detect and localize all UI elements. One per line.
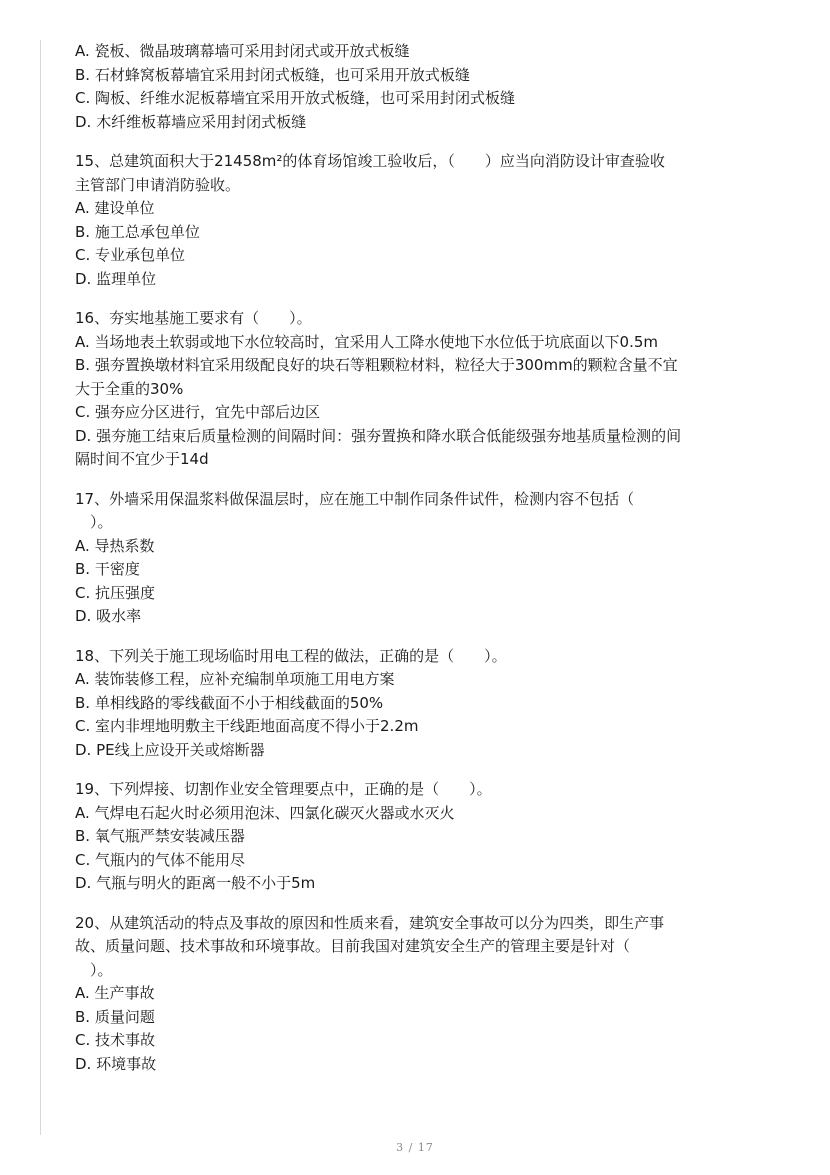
question-15 xyxy=(75,150,765,291)
question-stem: 15、总建筑面积大于21458m²的体育场馆竣工验收后，（ ）应当向消防设计审查验收 xyxy=(75,152,665,170)
option-d: D. PE线上应设开关或熔断器 xyxy=(75,740,265,759)
question-17 xyxy=(75,488,765,629)
option-b: B. 石材蜂窝板幕墙宜采用封闭式板缝，也可采用开放式板缝 xyxy=(75,65,470,84)
option-a: A. 瓷板、微晶玻璃幕墙可采用封闭式或开放式板缝 xyxy=(75,42,410,60)
option-a: A. 导热系数 xyxy=(75,536,155,555)
page-margin-rule xyxy=(40,40,41,1135)
option-d: D. 环境事故 xyxy=(75,1054,157,1073)
question-stem: 18、下列关于施工现场临时用电工程的做法，正确的是（ ）。 xyxy=(75,646,507,665)
option-c: C. 气瓶内的气体不能用尽 xyxy=(75,850,246,869)
option-d-continued: 隔时间不宜少于14d xyxy=(75,450,209,468)
page-number: 3 / 17 xyxy=(396,1141,434,1154)
option-b: B. 干密度 xyxy=(75,560,140,578)
option-d: D. 木纤维板幕墙应采用封闭式板缝 xyxy=(75,112,307,131)
option-d: D. 吸水率 xyxy=(75,607,142,625)
question-19 xyxy=(75,778,765,896)
question-stem: ）。 xyxy=(75,960,113,979)
option-c: C. 室内非埋地明敷主干线距地面高度不得小于2.2m xyxy=(75,717,419,735)
question-stem: 19、下列焊接、切割作业安全管理要点中，正确的是（ ）。 xyxy=(75,780,492,798)
option-c: C. 强夯应分区进行，宜先中部后边区 xyxy=(75,403,321,421)
option-c: C. 专业承包单位 xyxy=(75,246,186,264)
option-a: A. 当场地表土软弱或地下水位较高时，宜采用人工降水使地下水位低于坑底面以下0.5m xyxy=(75,332,659,351)
option-b: B. 单相线路的零线截面不小于相线截面的50% xyxy=(75,693,384,712)
question-stem: 20、从建筑活动的特点及事故的原因和性质来看，建筑安全事故可以分为四类，即生产事 xyxy=(75,913,665,932)
question-stem: ）。 xyxy=(75,513,113,531)
option-a: A. 建设单位 xyxy=(75,199,155,217)
option-d: D. 强夯施工结束后质量检测的间隔时间：强夯置换和降水联合低能级强夯地基质量检测的间 xyxy=(75,426,682,445)
option-b: B. 强夯置换墩材料宜采用级配良好的块石等粗颗粒材料，粒径大于300mm的颗粒含量不宜 xyxy=(75,356,678,374)
question-stem: 16、夯实地基施工要求有（ ）。 xyxy=(75,309,312,327)
option-d: D. 气瓶与明火的距离一般不小于5m xyxy=(75,874,316,892)
option-b: B. 氧气瓶严禁安装减压器 xyxy=(75,827,245,845)
option-a: A. 装饰装修工程，应补充编制单项施工用电方案 xyxy=(75,670,395,688)
option-c: C. 抗压强度 xyxy=(75,583,156,602)
question-stem: 17、外墙采用保温浆料做保温层时，应在施工中制作同条件试件，检测内容不包括（ xyxy=(75,489,635,508)
option-d: D. 监理单位 xyxy=(75,269,157,288)
option-b-continued: 大于全重的30% xyxy=(75,379,184,398)
question-stem: 主管部门申请消防验收。 xyxy=(75,175,241,194)
option-b: B. 施工总承包单位 xyxy=(75,222,200,241)
option-a: A. 气焊电石起火时必须用泡沫、四氯化碳灭火器或水灭火 xyxy=(75,803,455,822)
option-c: C. 陶板、纤维水泥板幕墙宜采用开放式板缝，也可采用封闭式板缝 xyxy=(75,89,516,107)
question-continuation xyxy=(75,40,765,134)
document-body xyxy=(75,40,765,1076)
question-18 xyxy=(75,645,765,763)
option-a: A. 生产事故 xyxy=(75,984,155,1002)
question-stem: 故、质量问题、技术事故和环境事故。目前我国对建筑安全生产的管理主要是针对（ xyxy=(75,937,631,955)
option-c: C. 技术事故 xyxy=(75,1031,156,1049)
question-20 xyxy=(75,912,765,1077)
option-b: B. 质量问题 xyxy=(75,1007,155,1026)
question-16 xyxy=(75,307,765,472)
